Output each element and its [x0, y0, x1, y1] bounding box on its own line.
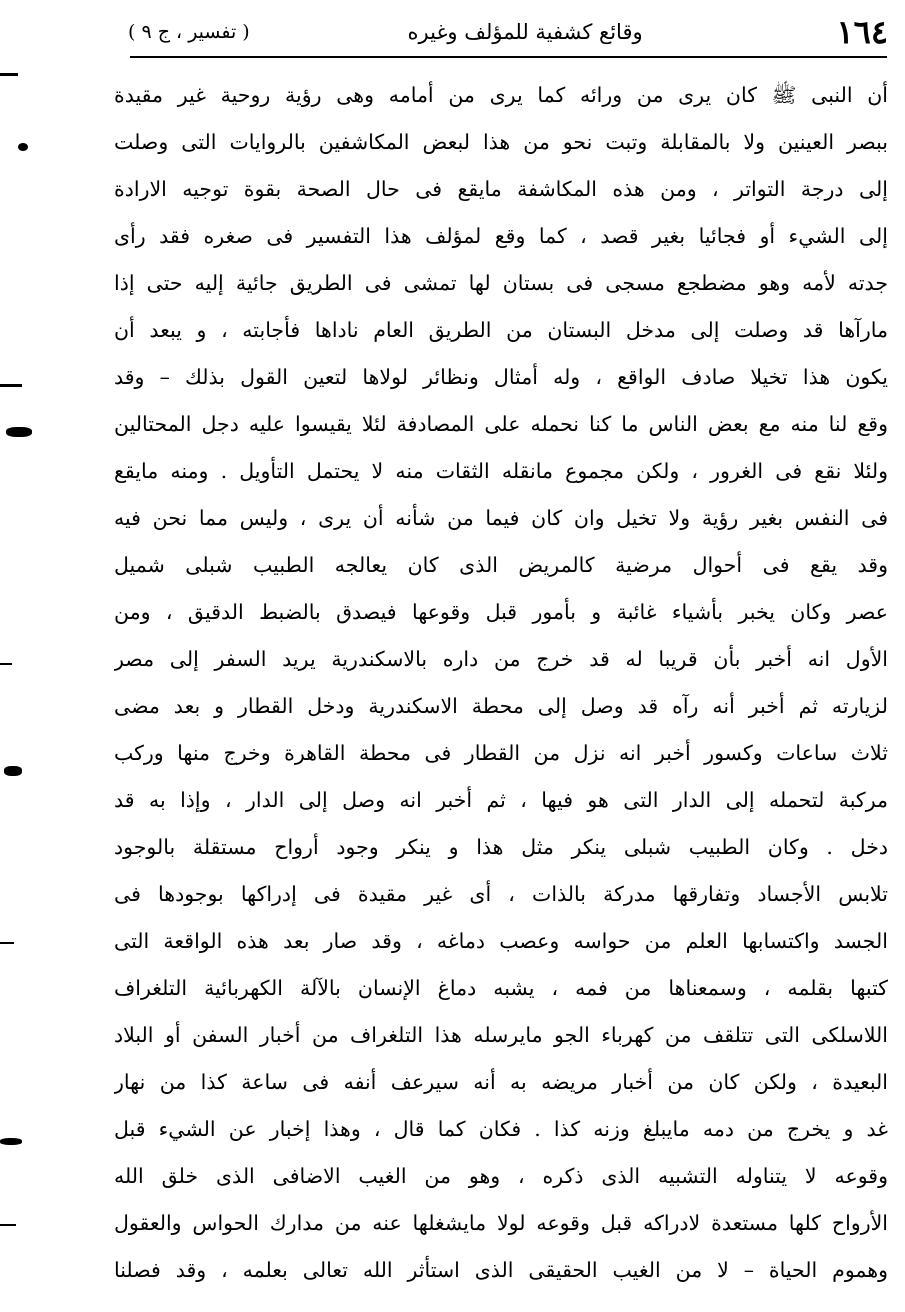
text-line: إلى الشيء أو فجائيا بغير قصد ، كما وقع لمؤلف هذا التفسير فى صغره فقد رأى	[114, 224, 888, 248]
text-line: وهموم الحياة – لا من الغيب الحقيقى الذى استأثر الله تعالى بعلمه ، وقد فصلنا	[114, 1258, 888, 1282]
text-line: مارآها قد وصلت إلى مدخل البستان من الطريق العام ناداها فأجابته ، و يبعد أن	[114, 318, 888, 342]
body-text	[114, 72, 888, 1294]
text-line: مركبة لتحمله إلى الدار التى هو فيها ، ثم أخبر انه وصل إلى الدار ، وإذا به قد	[114, 788, 888, 812]
text-line: يكون هذا تخيلا صادف الواقع ، وله أمثال ونظائر لولاها لتعين القول بذلك – وقد	[114, 365, 888, 389]
text-line: إلى درجة التواتر ، ومن هذه المكاشفة مايقع فى حال الصحة بقوة توجيه الارادة	[114, 177, 888, 201]
text-line: غد و يخرج من دمه مايبلغ وزنه كذا . فكان كما قال ، وهذا إخبار عن الشيء قبل	[114, 1117, 888, 1141]
text-line: لزيارته ثم أخبر أنه رآه قد وصل إلى محطة الاسكندرية ودخل القطار و بعد مضى	[114, 694, 888, 718]
text-line: الأرواح كلها مستعدة لادراكه قبل وقوعه لولا مايشغلها عنه من مدارك الحواس والعقول	[114, 1211, 888, 1235]
header-rule	[130, 56, 887, 58]
text-line: اللاسلكى التى تتلقف من كهرباء الجو مايرسله هذا التلغراف من أخبار السفن أو البلاد	[114, 1023, 888, 1047]
text-line: ببصر العينين ولا بالمقابلة وتبت نحو من هذا لبعض المكاشفين بالروايات التى وصلت	[114, 130, 888, 154]
scan-mark	[0, 1138, 22, 1145]
scan-mark	[6, 427, 32, 437]
text-line: وقد يقع فى أحوال مرضية كالمريض الذى كان يعالجه الطبيب شبلى شميل	[114, 553, 888, 577]
text-line: فى النفس بغير رؤية ولا تخيل وان كان فيما من شأنه أن يرى ، وليس مما نحن فيه	[114, 506, 888, 530]
text-line: وقع لنا منه مع بعض الناس ما كنا نحمله على المصادفة لئلا يقيسوا عليه دجل المحتالين	[114, 412, 888, 436]
text-line: البعيدة ، ولكن كان من أخبار مريضه به أنه سيرعف أنفه فى ساعة كذا من نهار	[114, 1070, 888, 1094]
scan-mark	[0, 942, 14, 944]
text-line: وقوعه لا يتناوله التشبيه الذى ذكره ، وهو من الغيب الاضافى الذى خلق الله	[114, 1164, 888, 1188]
scan-mark	[0, 663, 12, 665]
running-title: وقائع كشفية للمؤلف وغيره	[407, 20, 643, 44]
scan-mark	[18, 143, 28, 151]
scan-mark	[0, 1224, 16, 1226]
text-line: عصر وكان يخبر بأشياء غائبة و بأمور قبل وقوعها فيصدق بالضبط الدقيق ، ومن	[114, 600, 888, 624]
page-header	[128, 10, 888, 54]
page-number: ١٦٤	[836, 13, 888, 51]
text-line: كتبها بقلمه ، وسمعناها من فمه ، يشبه دماغ الإنسان بالآلة الكهربائية التلغراف	[114, 976, 888, 1000]
scan-mark	[4, 766, 22, 776]
text-line: أن النبى ﷺ كان يرى من ورائه كما يرى من أمامه وهى رؤية روحية غير مقيدة	[114, 83, 888, 107]
text-line: ولئلا نقع فى الغرور ، ولكن مجموع مانقله الثقات منه لا يحتمل التأويل . ومنه مايقع	[114, 459, 888, 483]
text-line: جدته لأمه وهو مضطجع مسجى فى بستان لها تمشى فى الطريق جائية إليه حتى إذا	[114, 271, 888, 295]
text-line: تلابس الأجساد وتفارقها مدركة بالذات ، أى غير مقيدة فى إدراكها بوجودها فى	[114, 882, 888, 906]
text-line: الأول انه أخبر بأن قريبا له قد خرج من داره بالاسكندرية يريد السفر إلى مصر	[114, 647, 888, 671]
text-line: ثلاث ساعات وكسور أخبر انه نزل من القطار فى محطة القاهرة وخرج منها وركب	[114, 741, 888, 765]
text-line: الجسد واكتسابها العلم من حواسه وعصب دماغه ، وقد صار بعد هذه الواقعة التى	[114, 929, 888, 953]
scan-mark	[0, 384, 22, 387]
scan-mark	[0, 73, 18, 76]
volume-reference: ( تفسير ، ج ٩ )	[128, 21, 250, 43]
text-line: دخل . وكان الطبيب شبلى ينكر مثل هذا و ينكر وجود أرواح مستقلة بالوجود	[114, 835, 888, 859]
